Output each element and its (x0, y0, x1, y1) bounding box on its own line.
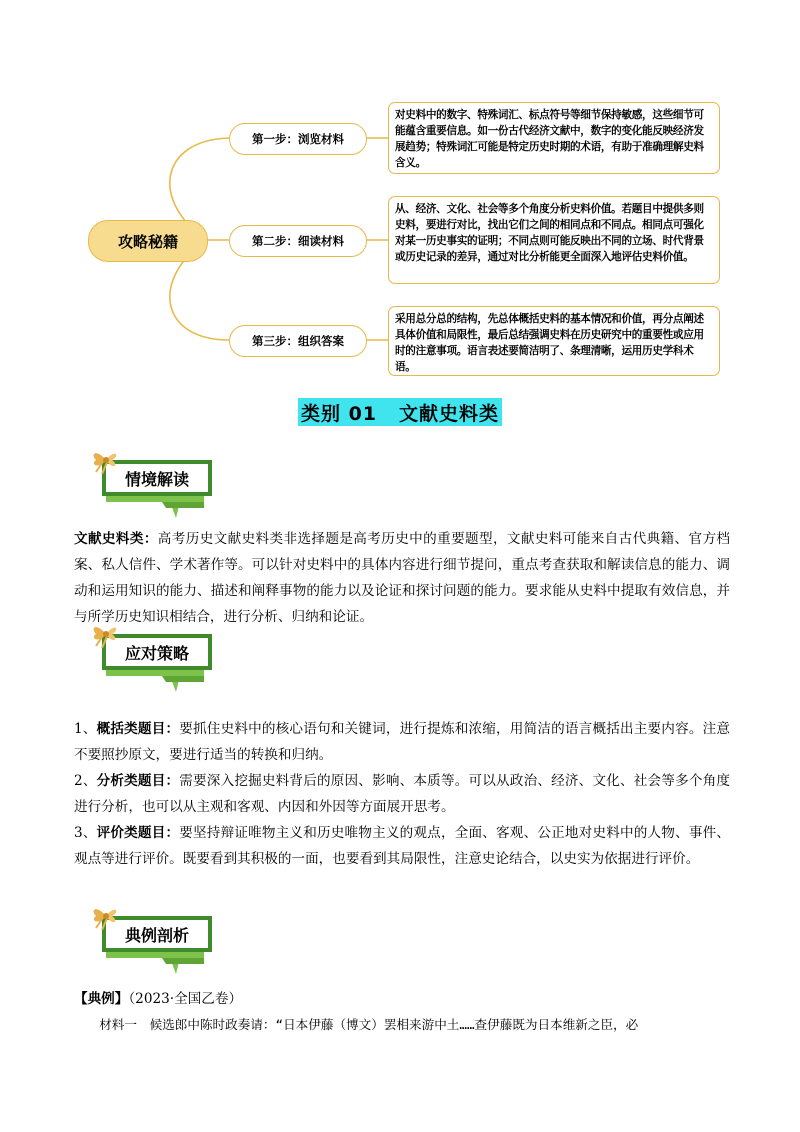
category-name: 文献史料类 (399, 402, 500, 425)
badge-example (80, 904, 230, 988)
strategy-item-1 (74, 716, 730, 768)
step-1-description: 对史料中的数字、特殊词汇、标点符号等细节保持敏感，这些细节可能蕴含重要信息。如一份古代经济文献中，数字的变化能反映经济发展趋势；特殊词汇可能是特定历史时期的术语，有助于准确理解史料含义。 (388, 102, 720, 174)
example-material: 材料一 候选郎中陈时政奏请：“日本伊藤（博文）罢相来游中土……查伊藤既为日本维新之臣，必 (99, 1017, 639, 1032)
step-3-description: 采用总分总的结构，先总体概括史料的基本情况和价值，再分点阐述具体价值和局限性，最后总结强调史料在历史研究中的重要性或应用时的注意事项。语言表述要简洁明了、条理清晰，运用历史学科术语。 (388, 306, 720, 376)
step-3-node: 第三步：组织答案 (229, 325, 367, 357)
situation-paragraph (74, 526, 730, 630)
strategy-item-3 (74, 820, 730, 872)
example-tag: 【典例】 (74, 991, 129, 1007)
strategy-item-3-title: 评价类题目： (96, 825, 180, 841)
strategy-item-3-num: 3、 (74, 825, 97, 841)
strategy-item-1-text: 要抓住史料中的核心语句和关键词，进行提炼和浓缩，用简洁的语言概括出主要内容。注意不要照抄原文，要进行适当的转换和归纳。 (74, 721, 730, 763)
strategy-item-2-num: 2、 (74, 773, 97, 789)
category-index: 类别 01 (300, 402, 378, 425)
badge-example-label: 典例剖析 (102, 916, 212, 952)
badge-situation-label: 情境解读 (102, 460, 212, 496)
situation-term: 文献史料类： (74, 531, 158, 547)
step-2-node: 第二步：细读材料 (229, 225, 367, 257)
badge-situation (80, 448, 230, 532)
badge-strategy-label: 应对策略 (102, 634, 212, 670)
example-header (74, 986, 730, 1012)
category-heading (298, 398, 502, 426)
strategy-item-2-title: 分析类题目： (96, 773, 180, 789)
step-1-node: 第一步：浏览材料 (229, 123, 367, 155)
strategy-item-2-text: 需要深入挖掘史料背后的原因、影响、本质等。可以从政治、经济、文化、社会等多个角度进行分析，也可以从主观和客观、内因和外因等方面展开思考。 (74, 773, 730, 815)
strategy-item-1-num: 1、 (74, 721, 97, 737)
ribbon-knot-icon (86, 900, 122, 930)
badge-strategy (80, 622, 230, 706)
example-source: （2023·全国乙卷） (128, 991, 243, 1007)
ribbon-knot-icon (86, 618, 122, 648)
ribbon-knot-icon (86, 444, 122, 474)
step-2-description: 从、经济、文化、社会等多个角度分析史料价值。若题目中提供多则史料，要进行对比，找出它们之间的相同点和不同点。相同点可强化对某一历史事实的证明；不同点则可能反映出不同的立场、时代背景或历史记录的差异，通过对比分析能更全面深入地评估史料价值。 (388, 196, 720, 284)
mindmap-root: 攻略秘籍 (88, 220, 208, 262)
strategy-item-1-title: 概括类题目： (96, 721, 180, 737)
situation-text: 高考历史文献史料类非选择题是高考历史中的重要题型，文献史料可能来自古代典籍、官方档案、私人信件、学术著作等。可以针对史料中的具体内容进行细节提问，重点考查获取和解读信息的能力、调动和运用知识的能力、描述和阐释事物的能力以及论证和探讨问题的能力。要求能从史料中提取有效信息，并与所学历史知识相结合，进行分析、归纳和论证。 (74, 531, 731, 625)
strategy-item-3-text: 要坚持辩证唯物主义和历史唯物主义的观点，全面、客观、公正地对史料中的人物、事件、观点等进行评价。既要看到其积极的一面，也要看到其局限性，注意史论结合，以史实为依据进行评价。 (74, 825, 730, 867)
strategy-item-2 (74, 768, 730, 820)
